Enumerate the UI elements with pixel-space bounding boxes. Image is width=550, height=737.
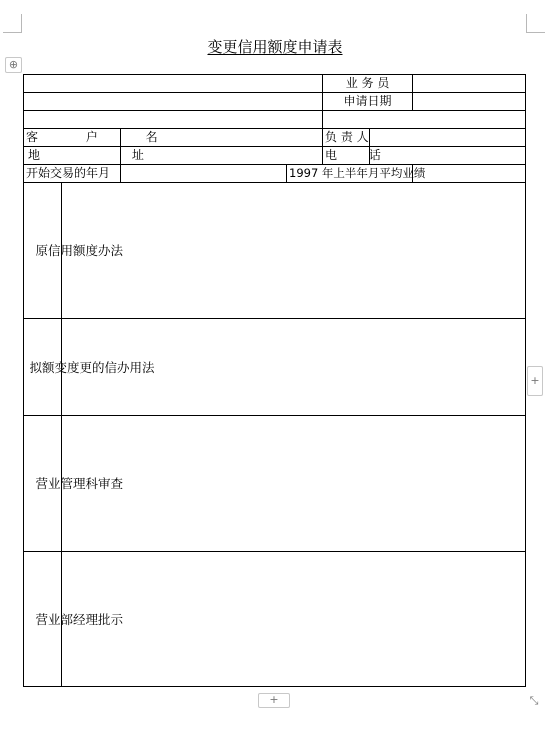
avg-performance-field[interactable]	[413, 165, 526, 183]
customer-name-label: 客 户 名	[24, 129, 121, 147]
start-year-month-label: 开始交易的年月	[24, 165, 121, 183]
credit-limit-change-form	[23, 74, 526, 687]
person-in-charge-label: 负 责 人	[323, 129, 370, 147]
blank-cell	[24, 93, 323, 111]
blank-cell	[24, 111, 323, 129]
apply-date-field[interactable]	[413, 93, 526, 111]
crop-mark-top-right	[526, 14, 545, 33]
apply-date-label: 申请日期	[323, 93, 413, 111]
row-blank	[24, 111, 526, 129]
sales-manager-approval-field[interactable]	[62, 552, 526, 687]
original-credit-method-label: 原信用额度办法	[24, 183, 62, 319]
form-title: 变更信用额度申请表	[207, 38, 343, 56]
start-year-month-field[interactable]	[121, 165, 287, 183]
sales-manager-approval-label: 营业部经理批示	[24, 552, 62, 687]
person-in-charge-field[interactable]	[370, 129, 526, 147]
blank-cell	[323, 111, 526, 129]
phone-label: 电 话	[323, 147, 370, 165]
row-salesperson	[24, 75, 526, 93]
blank-cell	[24, 75, 323, 93]
row-trading-start	[24, 165, 526, 183]
address-label: 地 址	[24, 147, 121, 165]
crop-mark-top-left	[3, 14, 22, 33]
row-original-credit-method	[24, 183, 526, 319]
row-proposed-credit-method	[24, 319, 526, 416]
row-apply-date	[24, 93, 526, 111]
row-sales-mgmt-review	[24, 416, 526, 552]
salesperson-field[interactable]	[413, 75, 526, 93]
avg-performance-label: 1997 年上半年月平均业绩	[287, 165, 413, 183]
salesperson-label: 业 务 员	[323, 75, 413, 93]
original-credit-method-field[interactable]	[62, 183, 526, 319]
row-customer-name	[24, 129, 526, 147]
sales-mgmt-review-field[interactable]	[62, 416, 526, 552]
add-column-button[interactable]: +	[527, 366, 543, 396]
row-address	[24, 147, 526, 165]
table-move-handle-icon[interactable]: ⊕	[5, 57, 22, 73]
row-sales-manager-approval	[24, 552, 526, 687]
table-resize-handle-icon[interactable]: ⤡	[527, 694, 541, 708]
add-row-button[interactable]: +	[258, 693, 290, 708]
proposed-credit-method-label: 拟额变度更的信办用法	[24, 319, 62, 416]
sales-mgmt-review-label: 营业管理科审查	[24, 416, 62, 552]
